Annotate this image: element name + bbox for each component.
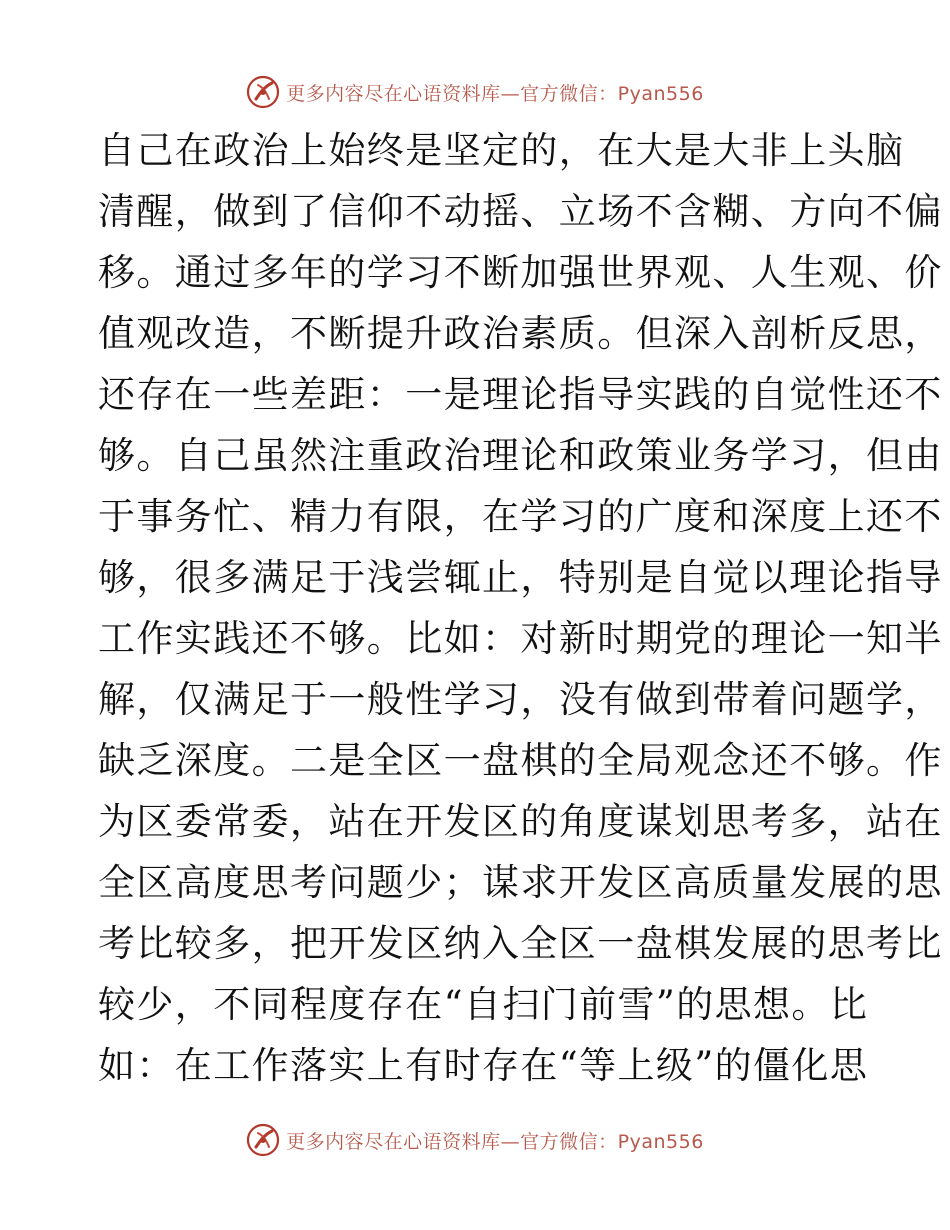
header-site-text: 更多内容尽在心语资料库—官方微信：Pyan556 (286, 82, 704, 105)
footer-wechat-id: Pyan556 (617, 1130, 704, 1153)
body-line: 够。自己虽然注重政治理论和政策业务学习，但由 (98, 434, 943, 477)
body-line: 够，很多满足于浅尝辄止，特别是自觉以理论指导 (98, 556, 943, 599)
body-line: 全区高度思考问题少；谋求开发区高质量发展的思 (98, 861, 943, 904)
header-wechat-id: Pyan556 (617, 82, 704, 105)
body-line: 解，仅满足于一般性学习，没有做到带着问题学， (98, 678, 943, 721)
body-line: 还存在一些差距：一是理论指导实践的自觉性还不 (98, 373, 943, 416)
footer-site-text: 更多内容尽在心语资料库—官方微信：Pyan556 (286, 1130, 704, 1153)
seal-logo-icon (246, 75, 280, 109)
body-line: 清醒，做到了信仰不动摇、立场不含糊、方向不偏 (98, 190, 943, 233)
body-line: 值观改造，不断提升政治素质。但深入剖析反思， (98, 312, 943, 355)
header-banner (0, 72, 950, 112)
seal-logo-icon (246, 1123, 280, 1157)
body-line: 缺乏深度。二是全区一盘棋的全局观念还不够。作 (98, 739, 943, 782)
body-line: 考比较多，把开发区纳入全区一盘棋发展的思考比 (98, 922, 943, 965)
body-line: 于事务忙、精力有限，在学习的广度和深度上还不 (98, 495, 943, 538)
body-line: 移。通过多年的学习不断加强世界观、人生观、价 (98, 251, 943, 294)
body-line: 工作实践还不够。比如：对新时期党的理论一知半 (98, 617, 943, 660)
footer-banner (0, 1120, 950, 1160)
body-line: 如：在工作落实上有时存在“等上级”的僵化思 (98, 1044, 869, 1087)
body-line: 较少，不同程度存在“自扫门前雪”的思想。比 (98, 983, 869, 1026)
document-body (98, 120, 943, 1096)
body-line: 自己在政治上始终是坚定的，在大是大非上头脑 (98, 129, 905, 172)
body-line: 为区委常委，站在开发区的角度谋划思考多，站在 (98, 800, 943, 843)
